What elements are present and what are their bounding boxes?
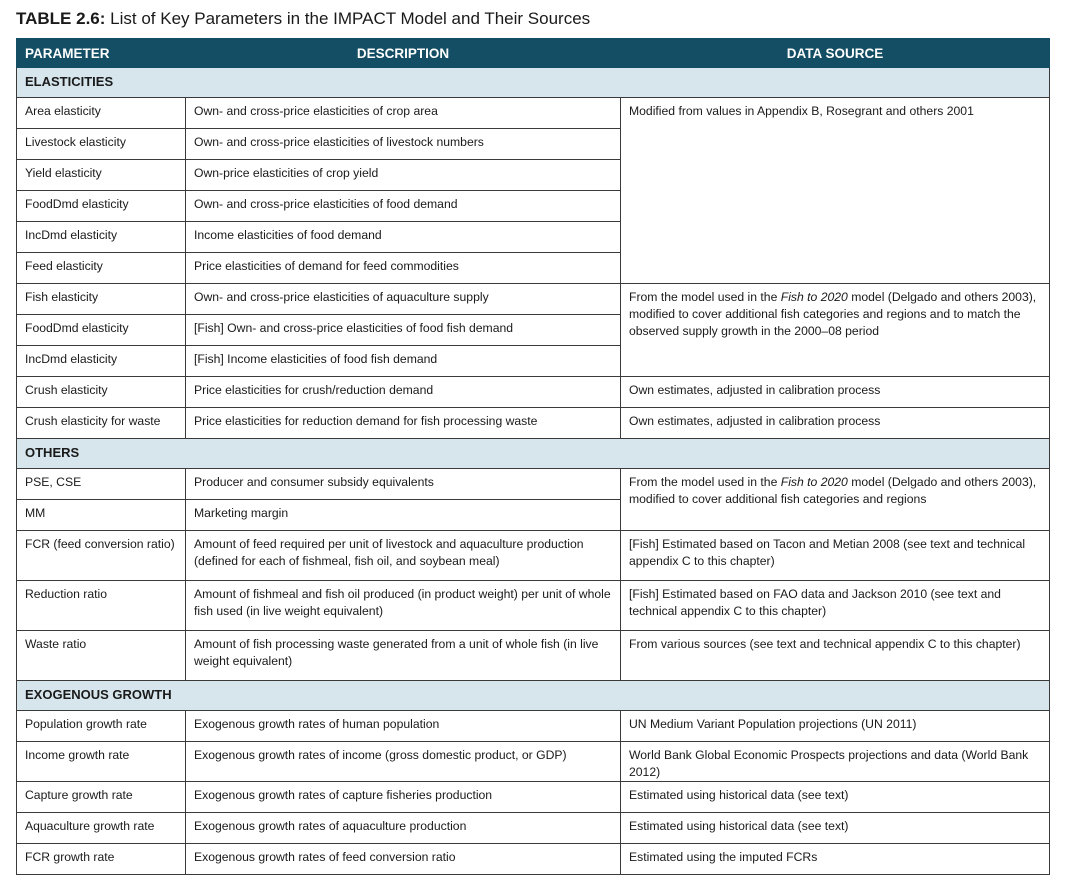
desc-cell: Own- and cross-price elasticities of crop area xyxy=(186,98,621,129)
header-row xyxy=(17,39,1050,68)
desc-cell: Exogenous growth rates of feed conversion ratio xyxy=(186,844,621,875)
desc-cell: Amount of feed required per unit of livestock and aquaculture production (defined for each of fishmeal, fish oil, and soybean meal) xyxy=(186,531,621,581)
param-cell: Yield elasticity xyxy=(17,160,186,191)
table-row xyxy=(17,469,1050,500)
table-row xyxy=(17,844,1050,875)
source-text: From the model used in the xyxy=(629,475,781,489)
param-cell: Population growth rate xyxy=(17,711,186,742)
source-cell: From various sources (see text and technical appendix C to this chapter) xyxy=(621,631,1050,681)
source-cell: Own estimates, adjusted in calibration process xyxy=(621,377,1050,408)
param-cell: PSE, CSE xyxy=(17,469,186,500)
param-cell: MM xyxy=(17,500,186,531)
section-row xyxy=(17,439,1050,469)
desc-cell: Price elasticities for reduction demand for fish processing waste xyxy=(186,408,621,439)
desc-cell: Own- and cross-price elasticities of food demand xyxy=(186,191,621,222)
source-italic-title: Fish to 2020 xyxy=(780,290,848,304)
desc-cell: Amount of fish processing waste generated from a unit of whole fish (in live weight equivalent) xyxy=(186,631,621,681)
caption-title: List of Key Parameters in the IMPACT Model and Their Sources xyxy=(110,9,591,28)
source-text: model (Delgado and others 2003), modified to cover additional fish categories and regions and to match the observed supply growth in the 2000–08 period xyxy=(629,290,1037,338)
table-row xyxy=(17,284,1050,315)
desc-cell: Income elasticities of food demand xyxy=(186,222,621,253)
table-row xyxy=(17,742,1050,782)
desc-cell: Exogenous growth rates of aquaculture production xyxy=(186,813,621,844)
param-cell: Capture growth rate xyxy=(17,782,186,813)
desc-cell: Price elasticities for crush/reduction demand xyxy=(186,377,621,408)
desc-cell: Own-price elasticities of crop yield xyxy=(186,160,621,191)
param-cell: IncDmd elasticity xyxy=(17,346,186,377)
param-cell: Waste ratio xyxy=(17,631,186,681)
param-cell: FCR growth rate xyxy=(17,844,186,875)
table-row xyxy=(17,98,1050,129)
param-cell: Feed elasticity xyxy=(17,253,186,284)
desc-cell: Exogenous growth rates of income (gross domestic product, or GDP) xyxy=(186,742,621,782)
desc-cell: Producer and consumer subsidy equivalents xyxy=(186,469,621,500)
source-cell: Own estimates, adjusted in calibration process xyxy=(621,408,1050,439)
table-row xyxy=(17,711,1050,742)
table-container xyxy=(16,8,1050,875)
desc-cell: Own- and cross-price elasticities of aquaculture supply xyxy=(186,284,621,315)
source-cell: Estimated using historical data (see text) xyxy=(621,782,1050,813)
param-cell: IncDmd elasticity xyxy=(17,222,186,253)
table-row xyxy=(17,377,1050,408)
desc-cell: Amount of fishmeal and fish oil produced (in product weight) per unit of whole fish used (in live weight equivalent) xyxy=(186,581,621,631)
source-cell: [Fish] Estimated based on FAO data and Jackson 2010 (see text and technical appendix C to this chapter) xyxy=(621,581,1050,631)
source-cell: Estimated using historical data (see text) xyxy=(621,813,1050,844)
header-description: DESCRIPTION xyxy=(186,39,621,68)
param-cell: FoodDmd elasticity xyxy=(17,315,186,346)
table-row xyxy=(17,408,1050,439)
section-elasticities: ELASTICITIES xyxy=(17,68,1050,98)
desc-cell: Own- and cross-price elasticities of livestock numbers xyxy=(186,129,621,160)
param-cell: Area elasticity xyxy=(17,98,186,129)
desc-cell: Exogenous growth rates of capture fisheries production xyxy=(186,782,621,813)
param-cell: Livestock elasticity xyxy=(17,129,186,160)
desc-cell: Marketing margin xyxy=(186,500,621,531)
table-row xyxy=(17,531,1050,581)
table-row xyxy=(17,782,1050,813)
param-cell: FoodDmd elasticity xyxy=(17,191,186,222)
parameters-table xyxy=(16,38,1050,875)
desc-cell: [Fish] Income elasticities of food fish demand xyxy=(186,346,621,377)
source-cell xyxy=(621,469,1050,531)
source-cell: UN Medium Variant Population projections (UN 2011) xyxy=(621,711,1050,742)
param-cell: Aquaculture growth rate xyxy=(17,813,186,844)
source-cell: Estimated using the imputed FCRs xyxy=(621,844,1050,875)
desc-cell: Exogenous growth rates of human population xyxy=(186,711,621,742)
param-cell: Fish elasticity xyxy=(17,284,186,315)
header-parameter: PARAMETER xyxy=(17,39,186,68)
desc-cell: [Fish] Own- and cross-price elasticities of food fish demand xyxy=(186,315,621,346)
param-cell: Income growth rate xyxy=(17,742,186,782)
header-source: DATA SOURCE xyxy=(621,39,1050,68)
caption-label: TABLE 2.6: xyxy=(16,9,106,28)
param-cell: Reduction ratio xyxy=(17,581,186,631)
source-cell: Modified from values in Appendix B, Rosegrant and others 2001 xyxy=(621,98,1050,284)
section-row xyxy=(17,681,1050,711)
param-cell: FCR (feed conversion ratio) xyxy=(17,531,186,581)
table-caption xyxy=(16,8,1050,38)
source-text: model (Delgado and others 2003), modified to cover additional fish categories and regions xyxy=(629,475,1037,506)
source-cell: World Bank Global Economic Prospects projections and data (World Bank 2012) xyxy=(621,742,1050,782)
source-italic-title: Fish to 2020 xyxy=(780,475,848,489)
desc-cell: Price elasticities of demand for feed commodities xyxy=(186,253,621,284)
table-row xyxy=(17,581,1050,631)
source-cell xyxy=(621,284,1050,377)
section-row xyxy=(17,68,1050,98)
param-cell: Crush elasticity for waste xyxy=(17,408,186,439)
param-cell: Crush elasticity xyxy=(17,377,186,408)
table-row xyxy=(17,813,1050,844)
section-others: OTHERS xyxy=(17,439,1050,469)
source-text: From the model used in the xyxy=(629,290,781,304)
table-row xyxy=(17,631,1050,681)
source-cell: [Fish] Estimated based on Tacon and Metian 2008 (see text and technical appendix C to this chapter) xyxy=(621,531,1050,581)
section-exogenous-growth: EXOGENOUS GROWTH xyxy=(17,681,1050,711)
